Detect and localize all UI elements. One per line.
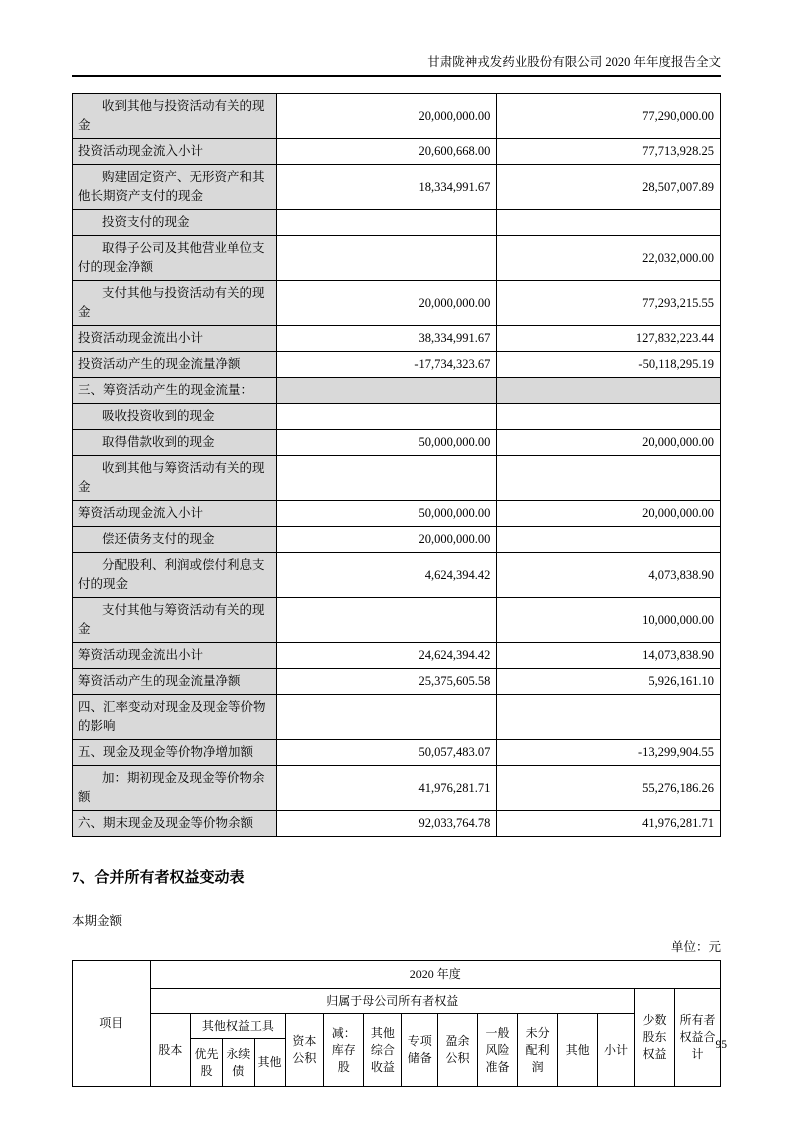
- col-header-minority-interest: 少数股东权益: [634, 989, 674, 1087]
- row-value-current: 25,375,605.58: [277, 669, 497, 695]
- row-label: 三、筹资活动产生的现金流量：: [73, 378, 277, 404]
- row-value-current: 20,600,668.00: [277, 139, 497, 165]
- col-header-other-comprehensive-income: 其他综合收益: [364, 1014, 402, 1087]
- row-value-current: 20,000,000.00: [277, 94, 497, 139]
- unit-label: 单位：元: [670, 940, 721, 954]
- table-row: [73, 553, 721, 598]
- col-header-total-equity: 所有者权益合计: [675, 989, 721, 1087]
- row-value-previous: 77,290,000.00: [497, 94, 721, 139]
- col-header-subtotal: 小计: [598, 1014, 635, 1087]
- table-row: [73, 139, 721, 165]
- row-label: 筹资活动产生的现金流量净额: [73, 669, 277, 695]
- row-label: 收到其他与筹资活动有关的现金: [73, 456, 277, 501]
- row-value-current: 24,624,394.42: [277, 643, 497, 669]
- table-row: [73, 94, 721, 139]
- row-value-previous: 41,976,281.71: [497, 811, 721, 837]
- row-label: 投资支付的现金: [73, 210, 277, 236]
- equity-table: [72, 960, 721, 1087]
- report-header-title: 甘肃陇神戎发药业股份有限公司 2020 年年度报告全文: [427, 55, 721, 69]
- table-row: [73, 404, 721, 430]
- row-value-previous: 55,276,186.26: [497, 766, 721, 811]
- col-header-preferred-shares: 优先股: [191, 1039, 223, 1087]
- row-value-current: 50,000,000.00: [277, 501, 497, 527]
- table-row: [73, 766, 721, 811]
- row-label: 投资活动现金流入小计: [73, 139, 277, 165]
- col-header-item: 项目: [73, 961, 151, 1087]
- table-row: [73, 352, 721, 378]
- row-value-previous: 77,293,215.55: [497, 281, 721, 326]
- col-header-undistributed-profit: 未分配利润: [518, 1014, 558, 1087]
- col-header-special-reserve: 专项储备: [402, 1014, 438, 1087]
- row-value-previous: -50,118,295.19: [497, 352, 721, 378]
- row-label: 支付其他与筹资活动有关的现金: [73, 598, 277, 643]
- row-label: 五、现金及现金等价物净增加额: [73, 740, 277, 766]
- row-value-current: [277, 695, 497, 740]
- table-row: [73, 598, 721, 643]
- table-row-section: [73, 811, 721, 837]
- col-header-share-capital: 股本: [150, 1014, 191, 1087]
- row-value-previous: [497, 527, 721, 553]
- row-value-previous: -13,299,904.55: [497, 740, 721, 766]
- row-value-current: 38,334,991.67: [277, 326, 497, 352]
- table-row: [73, 527, 721, 553]
- row-value-current: 50,057,483.07: [277, 740, 497, 766]
- cash-flow-table: [72, 93, 721, 837]
- table-row-section: [73, 740, 721, 766]
- row-value-current: 50,000,000.00: [277, 430, 497, 456]
- col-header-other: 其他: [558, 1014, 598, 1087]
- page-number: 95: [715, 1039, 727, 1051]
- equity-header-row-1: [73, 961, 721, 989]
- row-value-previous: 5,926,161.10: [497, 669, 721, 695]
- col-header-general-risk-reserve: 一般风险准备: [478, 1014, 518, 1087]
- row-label: 支付其他与投资活动有关的现金: [73, 281, 277, 326]
- row-value-previous: [497, 695, 721, 740]
- table-row: [73, 210, 721, 236]
- row-label: 收到其他与投资活动有关的现金: [73, 94, 277, 139]
- row-value-previous: 22,032,000.00: [497, 236, 721, 281]
- row-value-previous: 4,073,838.90: [497, 553, 721, 598]
- row-value-current: 41,976,281.71: [277, 766, 497, 811]
- row-value-previous: [497, 378, 721, 404]
- row-value-current: 4,624,394.42: [277, 553, 497, 598]
- table-row-section: [73, 378, 721, 404]
- table-row: [73, 326, 721, 352]
- row-value-previous: 20,000,000.00: [497, 430, 721, 456]
- row-label: 取得借款收到的现金: [73, 430, 277, 456]
- table-row: [73, 165, 721, 210]
- table-row: [73, 281, 721, 326]
- row-value-current: 20,000,000.00: [277, 281, 497, 326]
- row-label: 吸收投资收到的现金: [73, 404, 277, 430]
- row-value-previous: 14,073,838.90: [497, 643, 721, 669]
- col-header-less-treasury-shares: 减：库存股: [324, 1014, 364, 1087]
- row-value-previous: [497, 456, 721, 501]
- row-label: 偿还债务支付的现金: [73, 527, 277, 553]
- row-value-current: [277, 404, 497, 430]
- row-value-previous: 28,507,007.89: [497, 165, 721, 210]
- row-label: 取得子公司及其他营业单位支付的现金净额: [73, 236, 277, 281]
- table-row: [73, 643, 721, 669]
- row-value-current: 92,033,764.78: [277, 811, 497, 837]
- equity-header-row-2: [73, 989, 721, 1014]
- col-header-other-equity-instruments: 其他权益工具: [191, 1014, 285, 1039]
- col-header-surplus-reserve: 盈余公积: [437, 1014, 477, 1087]
- row-value-previous: 127,832,223.44: [497, 326, 721, 352]
- row-label: 投资活动现金流出小计: [73, 326, 277, 352]
- table-row: [73, 456, 721, 501]
- col-header-oei-other: 其他: [254, 1039, 285, 1087]
- row-value-previous: [497, 210, 721, 236]
- col-header-perpetual-bonds: 永续债: [222, 1039, 254, 1087]
- row-value-current: [277, 210, 497, 236]
- col-header-year: 2020 年度: [150, 961, 720, 989]
- row-value-current: [277, 598, 497, 643]
- row-value-current: [277, 456, 497, 501]
- col-header-capital-reserve: 资本公积: [285, 1014, 324, 1087]
- row-value-previous: [497, 404, 721, 430]
- table-row: [73, 669, 721, 695]
- table-row-section: [73, 695, 721, 740]
- table-row: [73, 236, 721, 281]
- report-header: [72, 0, 721, 77]
- row-value-previous: 20,000,000.00: [497, 501, 721, 527]
- row-value-current: 20,000,000.00: [277, 527, 497, 553]
- row-label: 分配股利、利润或偿付利息支付的现金: [73, 553, 277, 598]
- row-value-previous: 77,713,928.25: [497, 139, 721, 165]
- row-label: 筹资活动现金流出小计: [73, 643, 277, 669]
- table-row: [73, 430, 721, 456]
- row-label: 购建固定资产、无形资产和其他长期资产支付的现金: [73, 165, 277, 210]
- equity-header-row-3: [73, 1014, 721, 1039]
- row-value-previous: 10,000,000.00: [497, 598, 721, 643]
- row-label: 加：期初现金及现金等价物余额: [73, 766, 277, 811]
- section-heading: 7、合并所有者权益变动表: [72, 870, 245, 886]
- table-row: [73, 501, 721, 527]
- period-amount-label: 本期金额: [72, 914, 123, 928]
- row-label: 投资活动产生的现金流量净额: [73, 352, 277, 378]
- row-value-current: 18,334,991.67: [277, 165, 497, 210]
- row-value-current: [277, 378, 497, 404]
- row-value-current: -17,734,323.67: [277, 352, 497, 378]
- row-label: 四、汇率变动对现金及现金等价物的影响: [73, 695, 277, 740]
- row-label: 筹资活动现金流入小计: [73, 501, 277, 527]
- row-value-current: [277, 236, 497, 281]
- row-label: 六、期末现金及现金等价物余额: [73, 811, 277, 837]
- col-header-parent-equity: 归属于母公司所有者权益: [150, 989, 634, 1014]
